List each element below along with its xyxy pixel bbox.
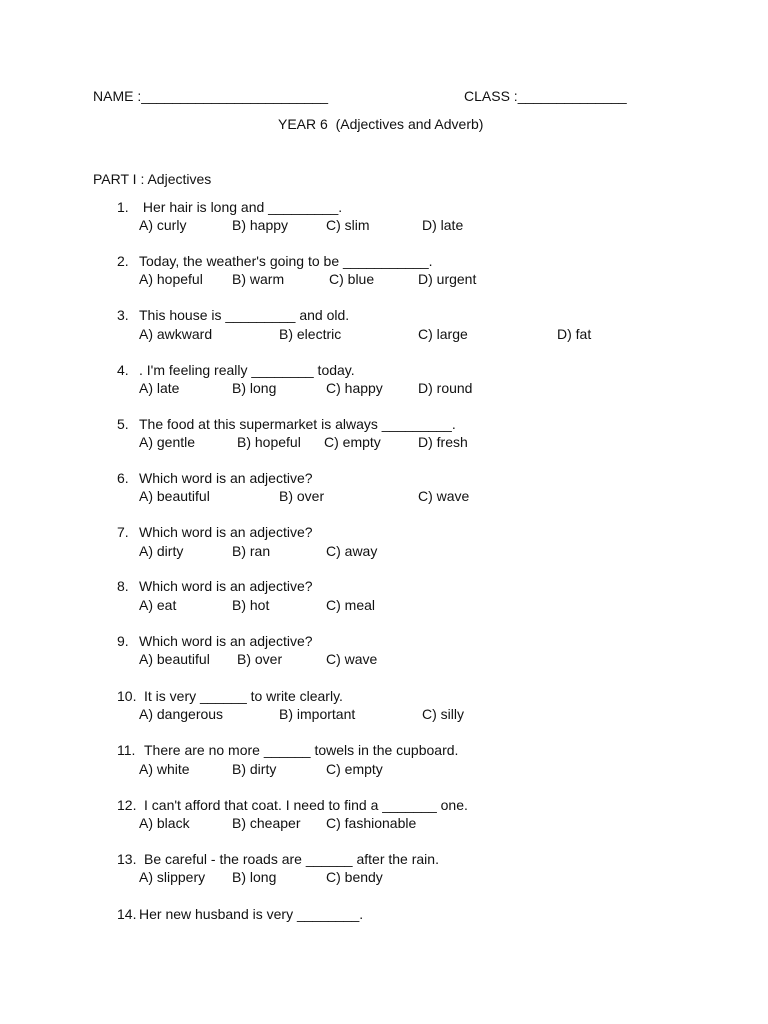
option[interactable]: C) wave — [326, 651, 378, 667]
option[interactable]: C) away — [326, 543, 378, 559]
option[interactable]: B) cheaper — [232, 815, 301, 831]
option[interactable]: A) slippery — [139, 869, 206, 885]
option[interactable]: C) large — [418, 326, 468, 342]
option[interactable]: A) eat — [139, 597, 177, 613]
option[interactable]: A) hopeful — [139, 271, 203, 287]
option[interactable]: C) wave — [418, 488, 470, 504]
question-number: 4. — [117, 362, 129, 378]
option[interactable]: A) gentle — [139, 434, 196, 450]
question-number: 3. — [117, 307, 129, 323]
question-text: There are no more ______ towels in the cupboard. — [144, 742, 459, 758]
question-text: Which word is an adjective? — [139, 633, 313, 649]
option[interactable]: C) empty — [324, 434, 381, 450]
option[interactable]: B) hot — [232, 597, 270, 613]
option[interactable]: A) awkward — [139, 326, 213, 342]
option[interactable]: D) fresh — [418, 434, 468, 450]
question-number: 5. — [117, 416, 129, 432]
option[interactable]: C) silly — [422, 706, 464, 722]
option[interactable]: D) fat — [557, 326, 592, 342]
question-number: 10. — [117, 688, 137, 704]
option[interactable]: C) slim — [326, 217, 370, 233]
question-text: The food at this supermarket is always _________. — [139, 416, 456, 432]
question-text: I can't afford that coat. I need to find a _______ one. — [144, 797, 468, 813]
option[interactable]: B) important — [279, 706, 356, 722]
option[interactable]: A) dirty — [139, 543, 184, 559]
option[interactable]: D) late — [422, 217, 464, 233]
question-number: 7. — [117, 524, 129, 540]
question-number: 9. — [117, 633, 129, 649]
option[interactable]: B) happy — [232, 217, 289, 233]
option[interactable]: B) over — [237, 651, 283, 667]
option[interactable]: A) late — [139, 380, 180, 396]
option[interactable]: D) urgent — [418, 271, 477, 287]
question-number: 13. — [117, 851, 137, 867]
question-text: Her new husband is very ________. — [139, 906, 364, 922]
question-text: Her hair is long and _________. — [139, 199, 343, 215]
option[interactable]: A) white — [139, 761, 190, 777]
name-field[interactable]: NAME :________________________ — [93, 88, 329, 104]
option[interactable]: C) meal — [326, 597, 376, 613]
option[interactable]: B) electric — [279, 326, 342, 342]
question-text: This house is _________ and old. — [139, 307, 350, 323]
question-number: 12. — [117, 797, 137, 813]
option[interactable]: A) curly — [139, 217, 187, 233]
question-number: 6. — [117, 470, 129, 486]
option[interactable]: B) over — [279, 488, 325, 504]
question-text: Which word is an adjective? — [139, 578, 313, 594]
question-text: Today, the weather's going to be ___________. — [139, 253, 433, 269]
option[interactable]: A) beautiful — [139, 651, 210, 667]
worksheet-title: YEAR 6 (Adjectives and Adverb) — [278, 116, 484, 132]
option[interactable]: C) fashionable — [326, 815, 417, 831]
question-number: 1. — [117, 199, 129, 215]
option[interactable]: A) beautiful — [139, 488, 210, 504]
option[interactable]: C) empty — [326, 761, 383, 777]
option[interactable]: D) round — [418, 380, 473, 396]
question-number: 11. — [117, 742, 136, 758]
option[interactable]: B) warm — [232, 271, 285, 287]
question-text: Be careful - the roads are ______ after the rain. — [144, 851, 439, 867]
question-text: Which word is an adjective? — [139, 524, 313, 540]
question-number: 14. — [117, 906, 137, 922]
question-number: 8. — [117, 578, 129, 594]
question-text: . I'm feeling really ________ today. — [139, 362, 355, 378]
option[interactable]: C) bendy — [326, 869, 383, 885]
option[interactable]: A) black — [139, 815, 190, 831]
question-text: It is very ______ to write clearly. — [144, 688, 343, 704]
option[interactable]: B) long — [232, 869, 277, 885]
question-text: Which word is an adjective? — [139, 470, 313, 486]
option[interactable]: B) hopeful — [237, 434, 301, 450]
option[interactable]: B) ran — [232, 543, 271, 559]
option[interactable]: B) dirty — [232, 761, 277, 777]
part-heading: PART I : Adjectives — [93, 171, 212, 187]
option[interactable]: B) long — [232, 380, 277, 396]
option[interactable]: A) dangerous — [139, 706, 224, 722]
class-field[interactable]: CLASS :______________ — [464, 88, 627, 104]
option[interactable]: C) happy — [326, 380, 383, 396]
question-number: 2. — [117, 253, 129, 269]
option[interactable]: C) blue — [329, 271, 375, 287]
